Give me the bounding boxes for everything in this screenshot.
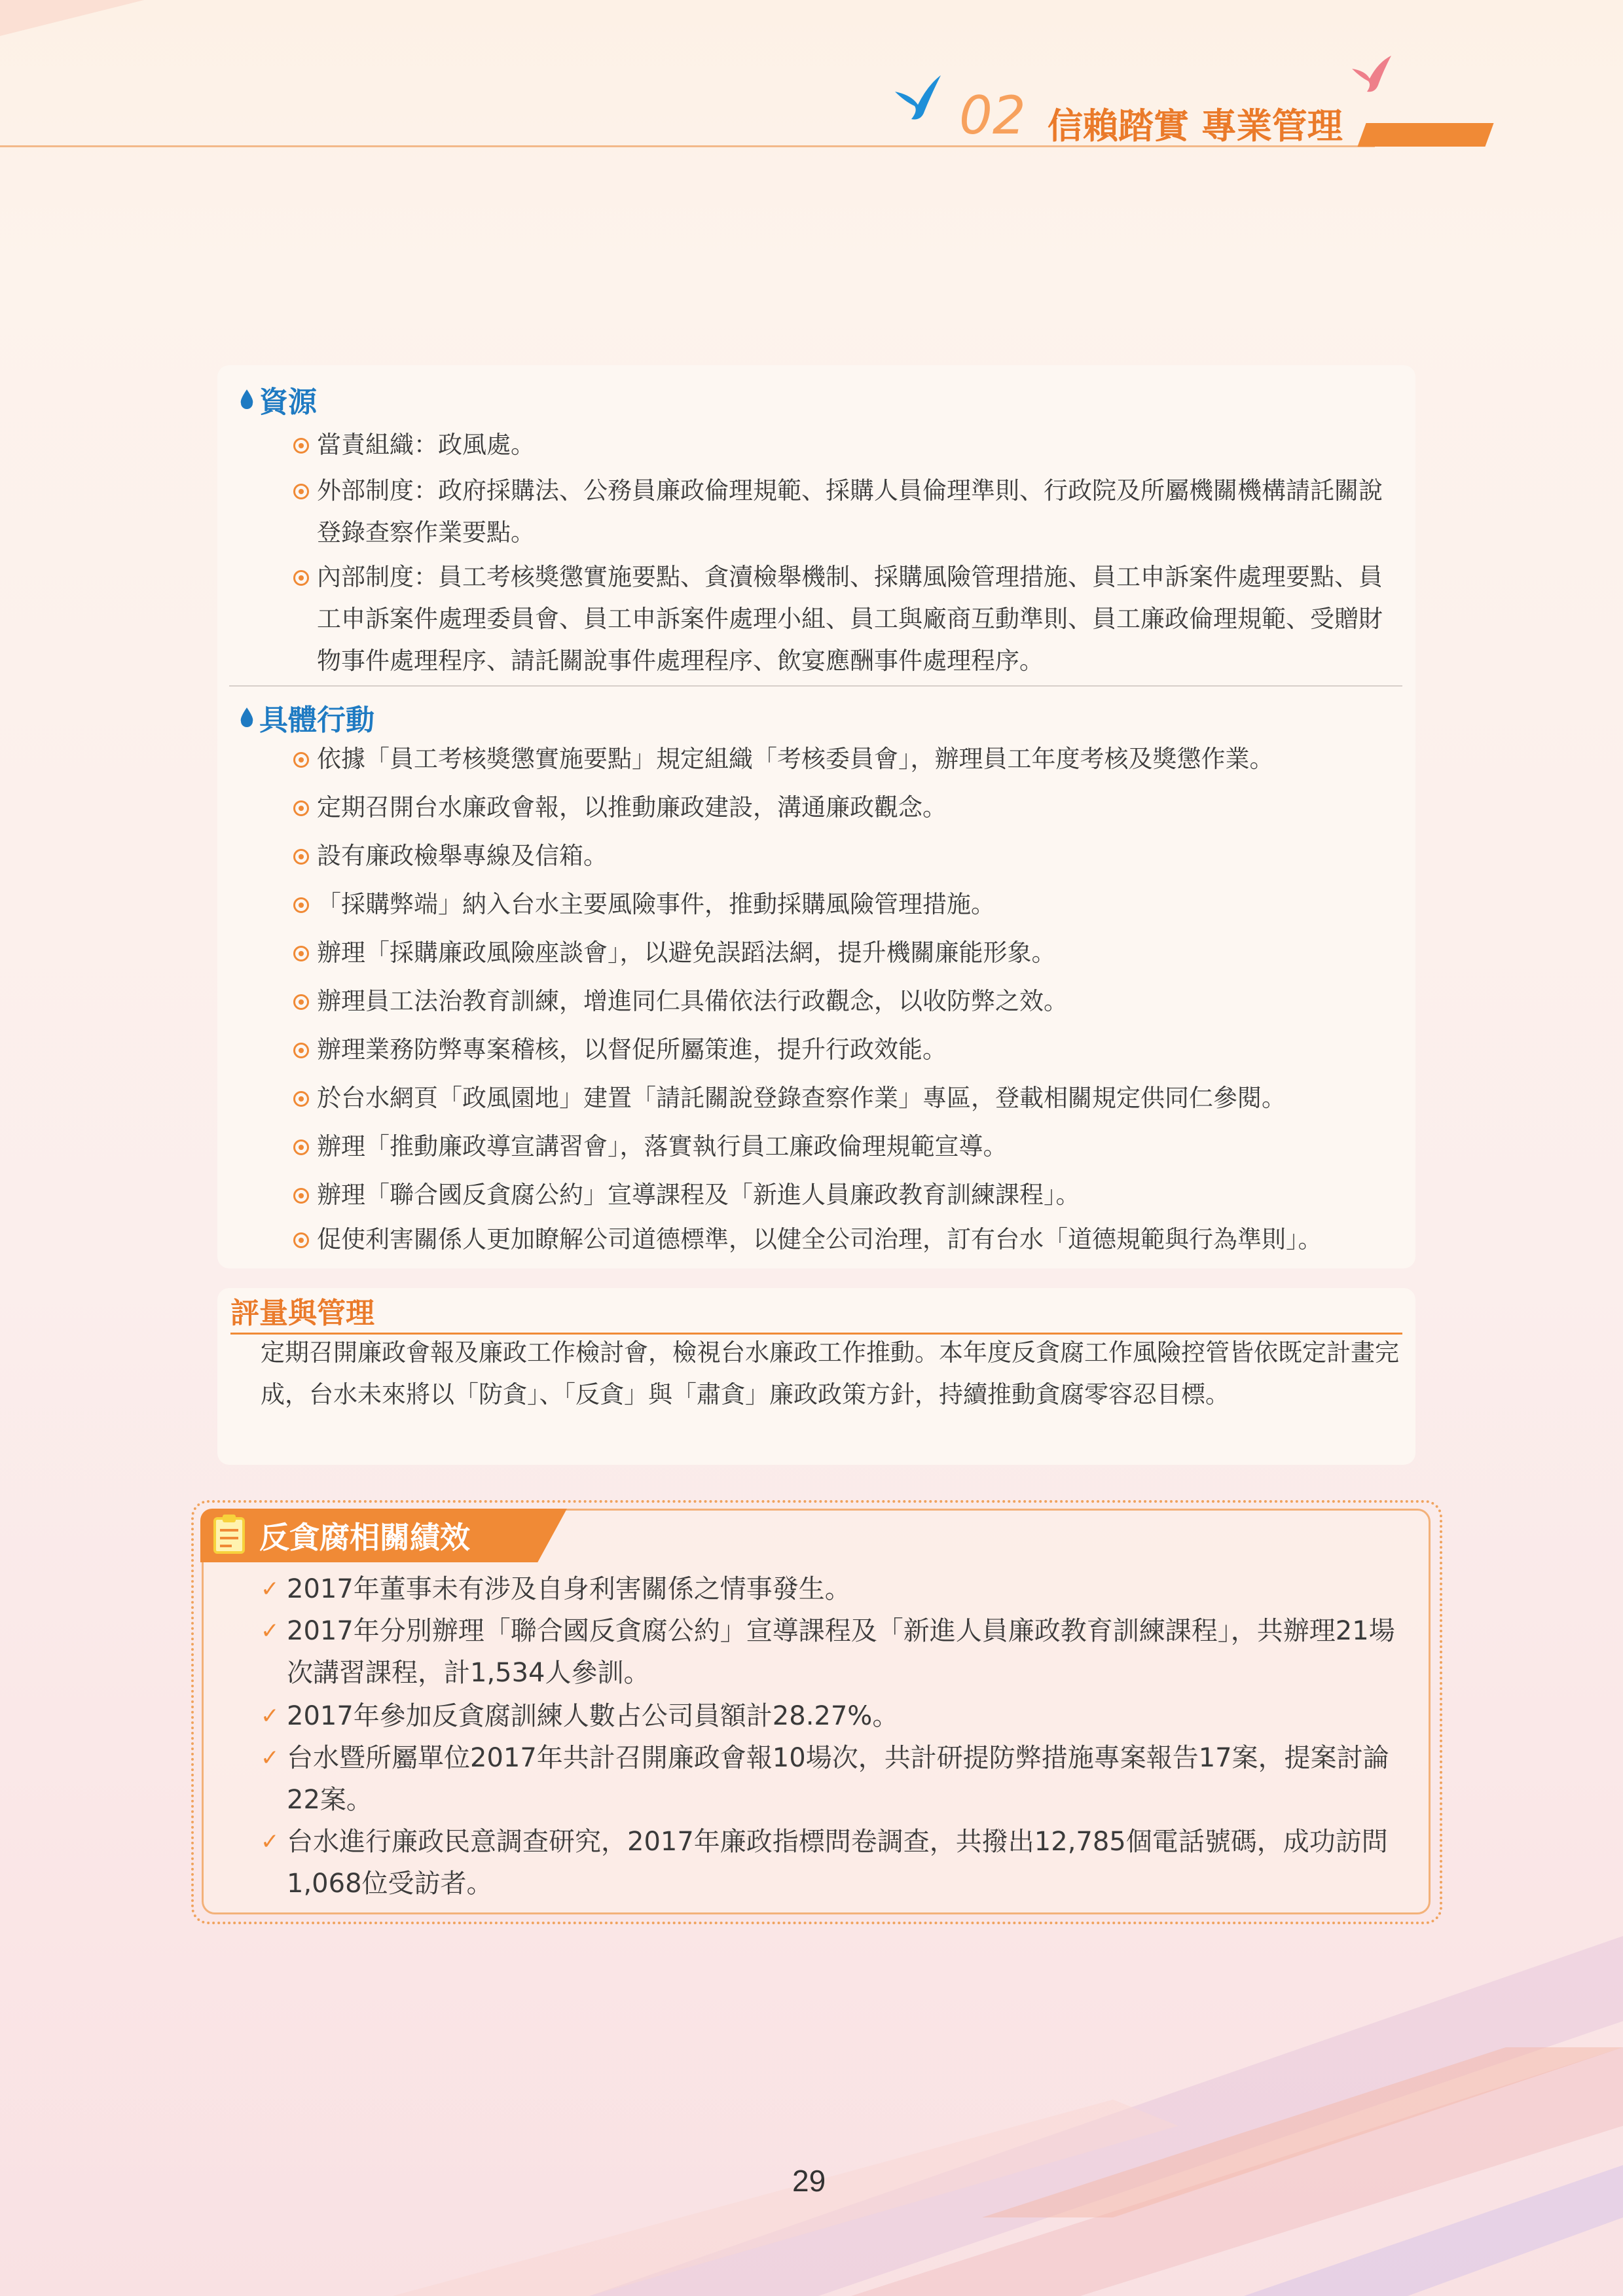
performance-item — [261, 1610, 1406, 1694]
bullet-icon — [293, 570, 309, 586]
action-item — [293, 980, 1406, 1022]
bullet-icon — [293, 438, 309, 454]
resource-item — [293, 556, 1406, 682]
action-item — [293, 932, 1406, 974]
bullet-icon — [293, 752, 309, 768]
actions-heading — [240, 696, 374, 738]
bullet-icon — [293, 897, 309, 913]
action-item-text: 於台水網頁「政風園地」建置「請託關說登錄查察作業」專區，登載相關規定供同仁參閱。 — [317, 1084, 1286, 1112]
corner-decoration — [0, 0, 196, 39]
bullet-icon — [293, 1139, 309, 1155]
header-accent-bar — [1357, 123, 1493, 147]
action-item — [293, 1126, 1406, 1168]
bullet-icon — [293, 994, 309, 1010]
action-item-text: 促使利害關係人更加瞭解公司道德標準，以健全公司治理，訂有台水「道德規範與行為準則」。 — [317, 1225, 1322, 1253]
droplet-icon — [240, 708, 254, 727]
performance-item-text: 台水暨所屬單位2017年共計召開廉政會報10場次，共計研提防弊措施專案報告17案，提案討論22案。 — [287, 1743, 1389, 1815]
resource-item — [293, 424, 1406, 466]
bullet-icon — [293, 484, 309, 499]
droplet-icon — [240, 389, 254, 409]
action-item-text: 依據「員工考核獎懲實施要點」規定組織「考核委員會」，辦理員工年度考核及獎懲作業。 — [317, 745, 1274, 773]
action-item-text: 辦理員工法治教育訓練，增進同仁具備依法行政觀念，以收防弊之效。 — [317, 987, 1068, 1015]
action-item — [293, 787, 1406, 829]
action-item-text: 辦理業務防弊專案稽核，以督促所屬策進，提升行政效能。 — [317, 1035, 947, 1064]
bullet-icon — [293, 946, 309, 961]
bullet-icon — [293, 1091, 309, 1107]
resources-heading — [240, 378, 317, 420]
action-item — [293, 738, 1406, 780]
resource-item-text: 當責組織：政風處。 — [317, 431, 535, 459]
performance-item — [261, 1695, 1406, 1737]
evaluation-heading: 評量與管理 — [230, 1297, 374, 1330]
actions-heading-text: 具體行動 — [259, 704, 374, 737]
action-item-text: 定期召開台水廉政會報，以推動廉政建設，溝通廉政觀念。 — [317, 793, 947, 821]
performance-item — [261, 1568, 1406, 1610]
pink-bird-icon — [1349, 52, 1395, 98]
bullet-icon — [293, 1232, 309, 1248]
action-item-text: 辦理「聯合國反貪腐公約」宣導課程及「新進人員廉政教育訓練課程」。 — [317, 1181, 1080, 1209]
bullet-icon — [293, 800, 309, 816]
bullet-icon — [293, 1188, 309, 1204]
resource-item-text: 外部制度：政府採購法、公務員廉政倫理規範、採購人員倫理準則、行政院及所屬機關機構請託關說登錄查察作業要點。 — [317, 476, 1383, 547]
action-item — [293, 1029, 1406, 1071]
performance-item-text: 2017年分別辦理「聯合國反貪腐公約」宣導課程及「新進人員廉政教育訓練課程」，共辦理21場次講習課程，計1,534人參訓。 — [287, 1616, 1395, 1688]
chapter-title: 信賴踏實 專業管理 — [1048, 105, 1343, 147]
page-number: 29 — [792, 2164, 826, 2198]
blue-bird-icon — [892, 72, 944, 124]
evaluation-text: 定期召開廉政會報及廉政工作檢討會，檢視台水廉政工作推動。本年度反貪腐工作風險控管皆依既定計畫完成，台水未來將以「防貪」、「反貪」與「肅貪」廉政政策方針，持續推動貪腐零容忍目標。 — [261, 1338, 1399, 1408]
bullet-icon — [293, 849, 309, 865]
action-item-text: 辦理「採購廉政風險座談會」，以避免誤蹈法網，提升機關廉能形象。 — [317, 939, 1056, 967]
checkmark-icon: ✓ — [261, 1576, 280, 1602]
action-item — [293, 1219, 1413, 1261]
performance-heading: 反貪腐相關績效 — [259, 1520, 470, 1555]
bullet-icon — [293, 1043, 309, 1058]
resources-heading-text: 資源 — [259, 386, 317, 419]
resource-item-text: 內部制度：員工考核獎懲實施要點、貪瀆檢舉機制、採購風險管理措施、員工申訴案件處理要點、員工申訴案件處理委員會、員工申訴案件處理小組、員工與廠商互動準則、員工廉政倫理規範、受贈財物事件處理程序、請託關說事件處理程序、飲宴應酬事件處理程序。 — [317, 563, 1383, 675]
action-item-text: 辦理「推動廉政導宣講習會」，落實執行員工廉政倫理規範宣導。 — [317, 1132, 1008, 1160]
section-divider — [229, 685, 1402, 687]
checkmark-icon: ✓ — [261, 1618, 280, 1644]
action-item-text: 「採購弊端」納入台水主要風險事件，推動採購風險管理措施。 — [317, 890, 995, 918]
performance-item — [261, 1737, 1406, 1821]
clipboard-icon — [211, 1513, 247, 1555]
performance-item-text: 2017年董事未有涉及自身利害關係之情事發生。 — [287, 1574, 851, 1604]
checkmark-icon: ✓ — [261, 1829, 280, 1855]
checkmark-icon: ✓ — [261, 1703, 280, 1729]
action-item — [293, 835, 1406, 877]
chapter-number: 02 — [959, 85, 1026, 146]
action-item — [293, 1174, 1406, 1216]
performance-item-text: 台水進行廉政民意調查研究，2017年廉政指標問卷調查，共撥出12,785個電話號碼，成功訪問1,068位受訪者。 — [287, 1827, 1388, 1899]
action-item — [293, 884, 1406, 925]
action-item-text: 設有廉政檢舉專線及信箱。 — [317, 842, 608, 870]
bottom-stripes-decoration — [0, 1851, 1623, 2296]
performance-item-text: 2017年參加反貪腐訓練人數占公司員額計28.27%。 — [287, 1701, 899, 1731]
action-item — [293, 1077, 1406, 1119]
resource-item — [293, 470, 1406, 554]
checkmark-icon: ✓ — [261, 1745, 280, 1771]
